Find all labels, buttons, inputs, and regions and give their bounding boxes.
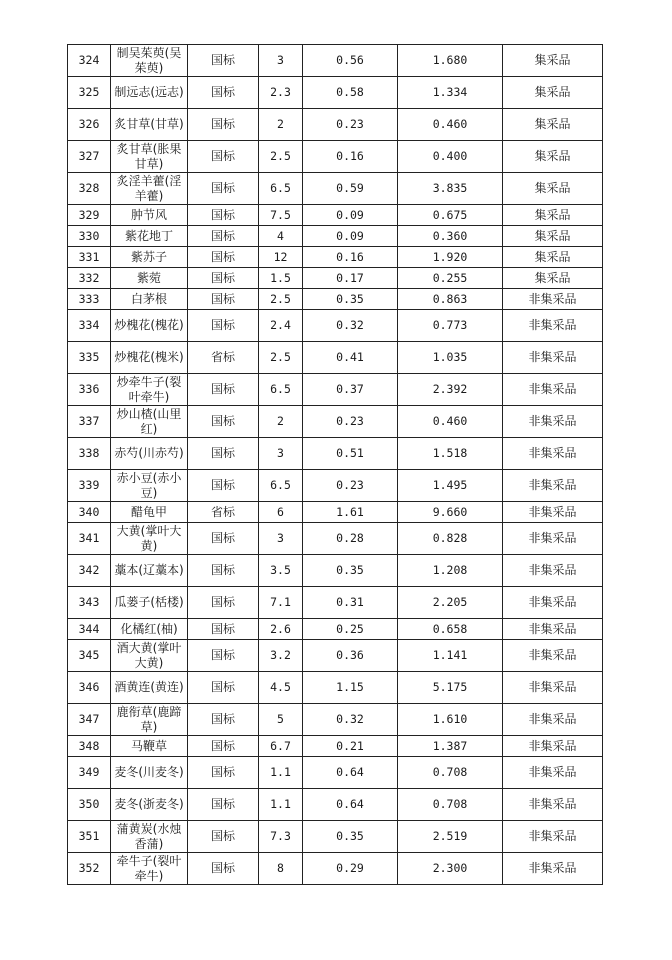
table-row	[68, 342, 603, 374]
unit-price-cell: 1.61	[303, 502, 398, 523]
unit-price-cell: 0.09	[303, 205, 398, 226]
standard-cell: 国标	[188, 268, 259, 289]
row-number-cell: 344	[68, 619, 111, 640]
row-number-cell: 327	[68, 141, 111, 173]
herb-name-cell: 肿节风	[111, 205, 188, 226]
row-number-cell: 324	[68, 45, 111, 77]
amount-cell: 0.708	[398, 789, 503, 821]
unit-price-cell: 0.29	[303, 853, 398, 885]
table-row	[68, 640, 603, 672]
row-number-cell: 328	[68, 173, 111, 205]
unit-price-cell: 0.25	[303, 619, 398, 640]
row-number-cell: 336	[68, 374, 111, 406]
herb-name-cell: 鹿衔草(鹿蹄草)	[111, 704, 188, 736]
herb-name-cell: 炒山楂(山里红)	[111, 406, 188, 438]
amount-cell: 1.208	[398, 555, 503, 587]
procurement-type-cell: 非集采品	[503, 587, 603, 619]
row-number-cell: 325	[68, 77, 111, 109]
herb-name-cell: 制远志(远志)	[111, 77, 188, 109]
herb-name-cell: 赤芍(川赤芍)	[111, 438, 188, 470]
quantity-cell: 5	[259, 704, 303, 736]
quantity-cell: 12	[259, 247, 303, 268]
row-number-cell: 335	[68, 342, 111, 374]
unit-price-cell: 0.21	[303, 736, 398, 757]
unit-price-cell: 0.09	[303, 226, 398, 247]
table-row	[68, 672, 603, 704]
procurement-type-cell: 非集采品	[503, 289, 603, 310]
row-number-cell: 333	[68, 289, 111, 310]
standard-cell: 国标	[188, 226, 259, 247]
herb-name-cell: 麦冬(川麦冬)	[111, 757, 188, 789]
quantity-cell: 2.5	[259, 342, 303, 374]
table-row	[68, 268, 603, 289]
unit-price-cell: 0.28	[303, 523, 398, 555]
standard-cell: 国标	[188, 205, 259, 226]
amount-cell: 0.708	[398, 757, 503, 789]
amount-cell: 0.675	[398, 205, 503, 226]
amount-cell: 0.400	[398, 141, 503, 173]
herb-name-cell: 紫菀	[111, 268, 188, 289]
table-row	[68, 523, 603, 555]
row-number-cell: 340	[68, 502, 111, 523]
unit-price-cell: 0.36	[303, 640, 398, 672]
procurement-type-cell: 非集采品	[503, 502, 603, 523]
amount-cell: 0.360	[398, 226, 503, 247]
quantity-cell: 6.5	[259, 173, 303, 205]
procurement-type-cell: 集采品	[503, 173, 603, 205]
table-row	[68, 247, 603, 268]
unit-price-cell: 0.23	[303, 470, 398, 502]
standard-cell: 国标	[188, 704, 259, 736]
herb-name-cell: 赤小豆(赤小豆)	[111, 470, 188, 502]
row-number-cell: 338	[68, 438, 111, 470]
standard-cell: 国标	[188, 247, 259, 268]
quantity-cell: 6.7	[259, 736, 303, 757]
row-number-cell: 345	[68, 640, 111, 672]
quantity-cell: 3	[259, 523, 303, 555]
table-row	[68, 310, 603, 342]
unit-price-cell: 0.41	[303, 342, 398, 374]
herb-name-cell: 藁本(辽藁本)	[111, 555, 188, 587]
procurement-type-cell: 非集采品	[503, 555, 603, 587]
amount-cell: 0.863	[398, 289, 503, 310]
quantity-cell: 2.5	[259, 289, 303, 310]
unit-price-cell: 0.23	[303, 406, 398, 438]
quantity-cell: 4	[259, 226, 303, 247]
standard-cell: 国标	[188, 406, 259, 438]
herb-name-cell: 瓜蒌子(栝楼)	[111, 587, 188, 619]
table-row	[68, 736, 603, 757]
row-number-cell: 343	[68, 587, 111, 619]
table-row	[68, 555, 603, 587]
standard-cell: 省标	[188, 342, 259, 374]
procurement-type-cell: 非集采品	[503, 310, 603, 342]
table-row	[68, 77, 603, 109]
standard-cell: 国标	[188, 374, 259, 406]
quantity-cell: 1.1	[259, 757, 303, 789]
procurement-type-cell: 集采品	[503, 247, 603, 268]
quantity-cell: 6.5	[259, 470, 303, 502]
herb-name-cell: 马鞭草	[111, 736, 188, 757]
unit-price-cell: 0.64	[303, 789, 398, 821]
table-row	[68, 45, 603, 77]
row-number-cell: 334	[68, 310, 111, 342]
quantity-cell: 7.1	[259, 587, 303, 619]
standard-cell: 国标	[188, 853, 259, 885]
herb-name-cell: 醋龟甲	[111, 502, 188, 523]
quantity-cell: 2.5	[259, 141, 303, 173]
standard-cell: 国标	[188, 789, 259, 821]
unit-price-cell: 0.64	[303, 757, 398, 789]
procurement-type-cell: 集采品	[503, 141, 603, 173]
herb-name-cell: 麦冬(浙麦冬)	[111, 789, 188, 821]
standard-cell: 国标	[188, 736, 259, 757]
quantity-cell: 4.5	[259, 672, 303, 704]
amount-cell: 5.175	[398, 672, 503, 704]
unit-price-cell: 0.23	[303, 109, 398, 141]
quantity-cell: 7.5	[259, 205, 303, 226]
quantity-cell: 2	[259, 406, 303, 438]
row-number-cell: 332	[68, 268, 111, 289]
unit-price-cell: 0.16	[303, 247, 398, 268]
procurement-type-cell: 集采品	[503, 77, 603, 109]
amount-cell: 0.658	[398, 619, 503, 640]
procurement-type-cell: 非集采品	[503, 640, 603, 672]
row-number-cell: 342	[68, 555, 111, 587]
unit-price-cell: 0.58	[303, 77, 398, 109]
herb-name-cell: 牵牛子(裂叶牵牛)	[111, 853, 188, 885]
standard-cell: 国标	[188, 141, 259, 173]
standard-cell: 国标	[188, 438, 259, 470]
table-row	[68, 470, 603, 502]
amount-cell: 1.387	[398, 736, 503, 757]
table-row	[68, 821, 603, 853]
unit-price-cell: 0.32	[303, 704, 398, 736]
quantity-cell: 2	[259, 109, 303, 141]
row-number-cell: 330	[68, 226, 111, 247]
amount-cell: 0.773	[398, 310, 503, 342]
amount-cell: 2.300	[398, 853, 503, 885]
amount-cell: 1.141	[398, 640, 503, 672]
unit-price-cell: 0.31	[303, 587, 398, 619]
herb-name-cell: 化橘红(柚)	[111, 619, 188, 640]
quantity-cell: 2.6	[259, 619, 303, 640]
row-number-cell: 339	[68, 470, 111, 502]
herb-name-cell: 白茅根	[111, 289, 188, 310]
table-row	[68, 374, 603, 406]
row-number-cell: 326	[68, 109, 111, 141]
row-number-cell: 347	[68, 704, 111, 736]
table-row	[68, 757, 603, 789]
herb-name-cell: 炙甘草(甘草)	[111, 109, 188, 141]
row-number-cell: 346	[68, 672, 111, 704]
row-number-cell: 351	[68, 821, 111, 853]
quantity-cell: 2.3	[259, 77, 303, 109]
unit-price-cell: 0.32	[303, 310, 398, 342]
amount-cell: 9.660	[398, 502, 503, 523]
standard-cell: 国标	[188, 523, 259, 555]
amount-cell: 3.835	[398, 173, 503, 205]
procurement-type-cell: 集采品	[503, 226, 603, 247]
procurement-type-cell: 非集采品	[503, 821, 603, 853]
quantity-cell: 8	[259, 853, 303, 885]
row-number-cell: 329	[68, 205, 111, 226]
standard-cell: 国标	[188, 310, 259, 342]
amount-cell: 0.460	[398, 109, 503, 141]
standard-cell: 国标	[188, 821, 259, 853]
standard-cell: 国标	[188, 77, 259, 109]
unit-price-cell: 0.35	[303, 289, 398, 310]
standard-cell: 国标	[188, 173, 259, 205]
row-number-cell: 341	[68, 523, 111, 555]
quantity-cell: 3.2	[259, 640, 303, 672]
procurement-type-cell: 非集采品	[503, 523, 603, 555]
procurement-type-cell: 集采品	[503, 268, 603, 289]
table-row	[68, 226, 603, 247]
amount-cell: 2.392	[398, 374, 503, 406]
amount-cell: 1.610	[398, 704, 503, 736]
herb-name-cell: 紫苏子	[111, 247, 188, 268]
standard-cell: 国标	[188, 45, 259, 77]
row-number-cell: 337	[68, 406, 111, 438]
standard-cell: 国标	[188, 470, 259, 502]
herb-name-cell: 炙淫羊藿(淫羊藿)	[111, 173, 188, 205]
procurement-type-cell: 非集采品	[503, 406, 603, 438]
procurement-type-cell: 非集采品	[503, 374, 603, 406]
quantity-cell: 1.5	[259, 268, 303, 289]
quantity-cell: 6.5	[259, 374, 303, 406]
herb-name-cell: 炒牵牛子(裂叶牵牛)	[111, 374, 188, 406]
amount-cell: 0.460	[398, 406, 503, 438]
herb-name-cell: 大黄(掌叶大黄)	[111, 523, 188, 555]
herb-name-cell: 炒槐花(槐花)	[111, 310, 188, 342]
herb-name-cell: 酒大黄(掌叶大黄)	[111, 640, 188, 672]
herb-name-cell: 紫花地丁	[111, 226, 188, 247]
quantity-cell: 1.1	[259, 789, 303, 821]
table-row	[68, 109, 603, 141]
unit-price-cell: 0.17	[303, 268, 398, 289]
table-row	[68, 438, 603, 470]
table-row	[68, 406, 603, 438]
herb-name-cell: 炒槐花(槐米)	[111, 342, 188, 374]
unit-price-cell: 0.16	[303, 141, 398, 173]
table-row	[68, 205, 603, 226]
herb-name-cell: 酒黄连(黄连)	[111, 672, 188, 704]
row-number-cell: 352	[68, 853, 111, 885]
quantity-cell: 3	[259, 438, 303, 470]
table-row	[68, 502, 603, 523]
amount-cell: 1.495	[398, 470, 503, 502]
quantity-cell: 3.5	[259, 555, 303, 587]
amount-cell: 1.920	[398, 247, 503, 268]
amount-cell: 1.518	[398, 438, 503, 470]
standard-cell: 省标	[188, 502, 259, 523]
amount-cell: 2.519	[398, 821, 503, 853]
herb-name-cell: 蒲黄炭(水烛香蒲)	[111, 821, 188, 853]
herb-name-cell: 制吴茱萸(吴茱萸)	[111, 45, 188, 77]
row-number-cell: 350	[68, 789, 111, 821]
herb-name-cell: 炙甘草(胀果甘草)	[111, 141, 188, 173]
row-number-cell: 331	[68, 247, 111, 268]
procurement-type-cell: 非集采品	[503, 736, 603, 757]
standard-cell: 国标	[188, 640, 259, 672]
procurement-type-cell: 非集采品	[503, 704, 603, 736]
quantity-cell: 6	[259, 502, 303, 523]
procurement-type-cell: 集采品	[503, 109, 603, 141]
amount-cell: 1.680	[398, 45, 503, 77]
table-row	[68, 289, 603, 310]
procurement-type-cell: 集采品	[503, 205, 603, 226]
table-row	[68, 853, 603, 885]
amount-cell: 0.255	[398, 268, 503, 289]
unit-price-cell: 0.56	[303, 45, 398, 77]
procurement-type-cell: 非集采品	[503, 853, 603, 885]
procurement-type-cell: 非集采品	[503, 789, 603, 821]
amount-cell: 2.205	[398, 587, 503, 619]
standard-cell: 国标	[188, 619, 259, 640]
procurement-type-cell: 非集采品	[503, 619, 603, 640]
procurement-type-cell: 非集采品	[503, 470, 603, 502]
table-row	[68, 587, 603, 619]
table-row	[68, 789, 603, 821]
procurement-type-cell: 非集采品	[503, 757, 603, 789]
row-number-cell: 348	[68, 736, 111, 757]
quantity-cell: 3	[259, 45, 303, 77]
table-row	[68, 704, 603, 736]
procurement-type-cell: 非集采品	[503, 342, 603, 374]
quantity-cell: 7.3	[259, 821, 303, 853]
table-row	[68, 141, 603, 173]
table-row	[68, 173, 603, 205]
herb-price-table	[67, 44, 603, 885]
unit-price-cell: 0.35	[303, 821, 398, 853]
table-body	[68, 45, 603, 885]
procurement-type-cell: 非集采品	[503, 672, 603, 704]
standard-cell: 国标	[188, 289, 259, 310]
table-row	[68, 619, 603, 640]
quantity-cell: 2.4	[259, 310, 303, 342]
unit-price-cell: 0.37	[303, 374, 398, 406]
standard-cell: 国标	[188, 109, 259, 141]
amount-cell: 1.035	[398, 342, 503, 374]
procurement-type-cell: 集采品	[503, 45, 603, 77]
unit-price-cell: 1.15	[303, 672, 398, 704]
procurement-type-cell: 非集采品	[503, 438, 603, 470]
standard-cell: 国标	[188, 672, 259, 704]
unit-price-cell: 0.59	[303, 173, 398, 205]
standard-cell: 国标	[188, 555, 259, 587]
amount-cell: 1.334	[398, 77, 503, 109]
amount-cell: 0.828	[398, 523, 503, 555]
standard-cell: 国标	[188, 587, 259, 619]
unit-price-cell: 0.51	[303, 438, 398, 470]
standard-cell: 国标	[188, 757, 259, 789]
row-number-cell: 349	[68, 757, 111, 789]
unit-price-cell: 0.35	[303, 555, 398, 587]
